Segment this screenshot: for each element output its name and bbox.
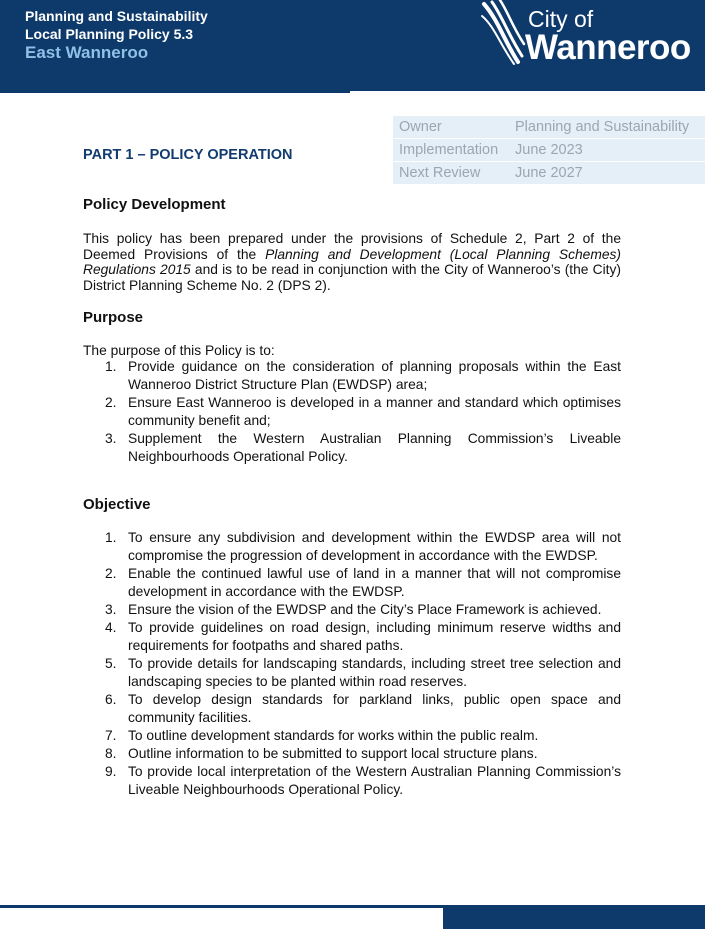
paragraph-text-end: and is to be read in conjunction with the City of Wanneroo’s (the City) District Planning Scheme No. 2 (DPS 2). <box>83 262 621 293</box>
owner-value: Planning and Sustainability <box>509 116 705 139</box>
list-text: To ensure any subdivision and development within the EWDSP area will not compromise the progression of development in accordance with the EWDSP. <box>128 530 621 563</box>
logo-wanneroo: Wanneroo <box>525 28 691 67</box>
list-text: To provide local interpretation of the Western Australian Planning Commission’s Liveable Neighbourhoods Operational Policy. <box>128 764 621 797</box>
list-item <box>83 358 621 394</box>
list-item <box>83 655 621 691</box>
list-text: Ensure the vision of the EWDSP and the City’s Place Framework is achieved. <box>128 602 602 617</box>
list-text: To provide guidelines on road design, including minimum reserve widths and requirements for footpaths and shared paths. <box>128 620 621 653</box>
list-item <box>83 601 621 619</box>
next-review-value: June 2027 <box>509 162 705 185</box>
header-department: Planning and Sustainability <box>25 8 208 24</box>
list-number: 8. <box>105 746 117 761</box>
city-logo <box>478 0 700 80</box>
policy-info-table <box>393 116 705 185</box>
list-number: 9. <box>105 764 117 779</box>
header-policy-number: Local Planning Policy 5.3 <box>25 26 194 42</box>
list-text: To provide details for landscaping standards, including street tree selection and landscaping species to be planted within road reserves. <box>128 656 621 689</box>
list-item <box>83 727 621 745</box>
purpose-list <box>83 358 621 466</box>
page-header <box>0 0 705 91</box>
list-number: 1. <box>105 530 117 545</box>
list-number: 5. <box>105 656 117 671</box>
objective-heading: Objective <box>83 496 151 513</box>
part-title: PART 1 – POLICY OPERATION <box>83 147 293 163</box>
list-item <box>83 619 621 655</box>
list-item <box>83 565 621 601</box>
list-number: 6. <box>105 692 117 707</box>
table-row <box>393 116 705 139</box>
list-text: To develop design standards for parkland links, public open space and community facilities. <box>128 692 621 725</box>
list-text: Ensure East Wanneroo is developed in a manner and standard which optimises community benefit and; <box>128 395 621 428</box>
list-item <box>83 529 621 565</box>
table-row <box>393 139 705 162</box>
list-number: 3. <box>105 431 117 446</box>
footer-block <box>443 905 705 929</box>
list-number: 2. <box>105 566 117 581</box>
list-number: 1. <box>105 359 117 374</box>
table-row <box>393 162 705 185</box>
list-item <box>83 691 621 727</box>
next-review-label: Next Review <box>393 162 509 185</box>
list-text: Provide guidance on the consideration of planning proposals within the East Wanneroo District Structure Plan (EWDSP) area; <box>128 359 621 392</box>
purpose-intro: The purpose of this Policy is to: <box>83 343 275 358</box>
owner-label: Owner <box>393 116 509 139</box>
objective-list <box>83 529 621 799</box>
regulations-title: Planning and Development (Local Planning Schemes) Regulations 2015 <box>83 246 622 278</box>
list-text: Outline information to be submitted to support local structure plans. <box>128 746 538 761</box>
purpose-heading: Purpose <box>83 309 144 326</box>
implementation-label: Implementation <box>393 139 509 162</box>
list-item <box>83 430 621 466</box>
list-item <box>83 394 621 430</box>
logo-city-of: City of <box>528 6 594 32</box>
list-text: Enable the continued lawful use of land in a manner that will not compromise development in accordance with the EWDSP. <box>128 566 621 599</box>
header-strip <box>0 91 350 93</box>
list-item <box>83 745 621 763</box>
list-number: 3. <box>105 602 117 617</box>
list-item <box>83 763 621 799</box>
header-policy-title: East Wanneroo <box>25 43 149 62</box>
implementation-value: June 2023 <box>509 139 705 162</box>
paragraph-text-start: This policy has been prepared under the provisions of Schedule 2, Part 2 of the Deemed Provisions of the <box>83 231 621 262</box>
list-number: 4. <box>105 620 117 635</box>
list-number: 7. <box>105 728 117 743</box>
list-text: Supplement the Western Australian Planning Commission’s Liveable Neighbourhoods Operational Policy. <box>128 431 621 464</box>
policy-development-heading: Policy Development <box>83 196 226 213</box>
policy-development-paragraph <box>83 231 621 293</box>
list-text: To outline development standards for works within the public realm. <box>128 728 539 743</box>
list-number: 2. <box>105 395 117 410</box>
